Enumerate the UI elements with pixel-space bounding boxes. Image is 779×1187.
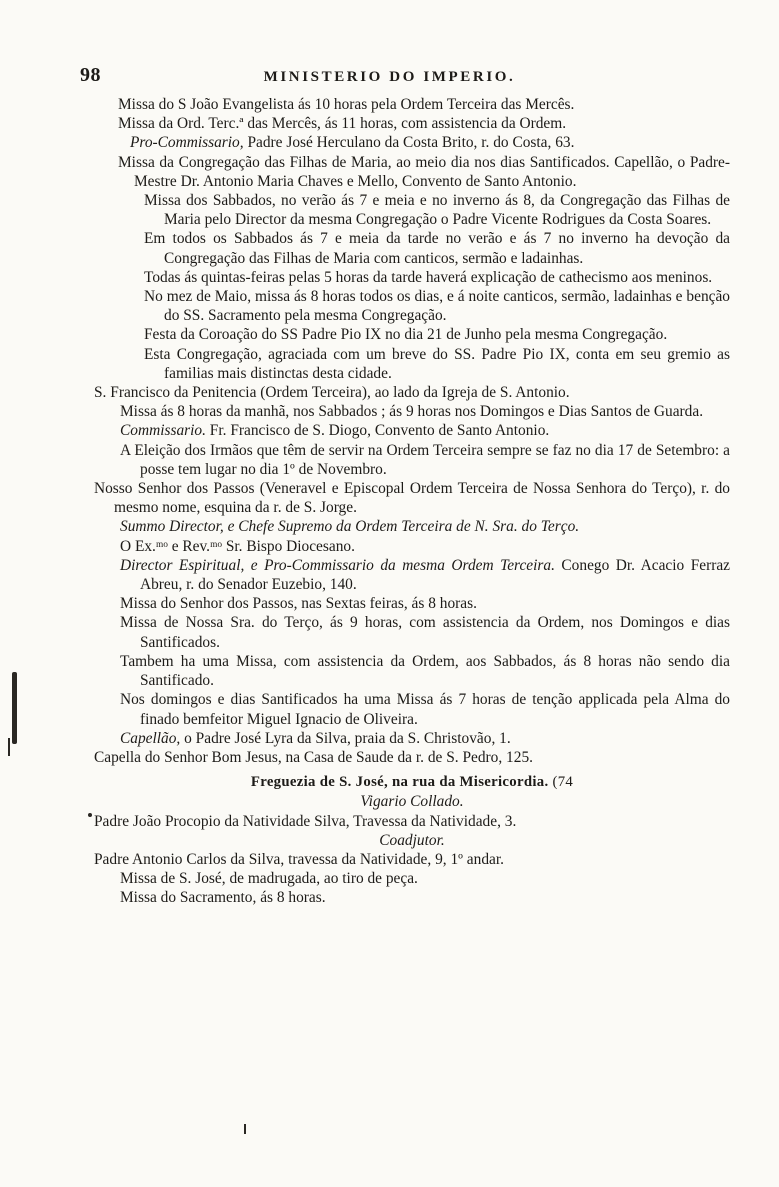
entry-festa-coroacao: Festa da Coroação do SS Padre Pio IX no dia 21 de Junho pela mesma Congregação. <box>144 326 668 344</box>
coadjutor-entry: Padre Antonio Carlos da Silva, travessa da Natividade, 9, 1º andar. <box>94 850 504 868</box>
section-heading: Freguezia de S. José, na rua da Misericordia. (74 <box>250 774 574 791</box>
entry-eleicao-irmaos: A Eleição dos Irmãos que têm de servir na Ordem Terceira sempre se faz no dia 17 de Setembro: a posse tem lugar no dia 1º de Novembro. <box>120 441 730 478</box>
entry-sao-francisco-penitencia: S. Francisco da Penitencia (Ordem Terceira), ao lado da Igreja de S. Antonio. <box>94 384 570 402</box>
entry-devocao-sabbados: Em todos os Sabbados ás 7 e meia da tarde no verão e ás 7 no inverno ha devoção da Congregação das Filhas de Maria com canticos, sermão e ladainhas. <box>144 230 730 267</box>
entry-senhor-dos-passos: Nosso Senhor dos Passos (Veneravel e Episcopal Ordem Terceira de Nossa Senhora do Terço), r. do mesmo nome, esquina da r. de S. Jorge. <box>94 480 730 517</box>
entry-missa-manha: Missa ás 8 horas da manhã, nos Sabbados ; ás 9 horas nos Domingos e Dias Santos de Guarda. <box>120 403 704 421</box>
section-heading-note: (74 <box>552 774 574 791</box>
entry-mez-maio: No mez de Maio, missa ás 8 horas todos os dias, e á noite canticos, sermão, ladainhas e benção do SS. Sacramento pela mesma Congregação. <box>144 288 730 325</box>
margin-ink-mark <box>12 672 17 744</box>
entry-pro-commissario: Pro-Commissario, Padre José Herculano da Costa Brito, r. do Costa, 63. <box>130 134 575 152</box>
vicar-title: Vigario Collado. <box>360 793 464 811</box>
ink-speck-bottom <box>244 1124 246 1134</box>
entry-director-espiritual: Director Espiritual, e Pro-Commissario da mesma Ordem Terceira. Conego Dr. Acacio Ferraz Abreu, r. do Senador Euzebio, 140. <box>120 556 730 594</box>
entry-missa-bemfeitor: Nos domingos e dias Santificados ha uma Missa ás 7 horas de tenção applicada pela Alma do finado bemfeitor Miguel Ignacio de Oliveira. <box>120 691 730 728</box>
vicar-entry: Padre João Procopio da Natividade Silva, Travessa da Natividade, 3. <box>94 812 517 830</box>
entry-summo-director: Summo Director, e Chefe Supremo da Ordem Terceira de N. Sra. do Terço. <box>120 518 580 536</box>
mass-sacramento: Missa do Sacramento, ás 8 horas. <box>120 889 326 907</box>
page-number: 98 <box>80 64 101 86</box>
entry-bispo-diocesano: O Ex.ᵐᵒ e Rev.ᵐᵒ Sr. Bispo Diocesano. <box>120 537 355 555</box>
entry-commissario: Commissario. Fr. Francisco de S. Diogo, Convento de Santo Antonio. <box>120 422 550 440</box>
running-title: MINISTERIO DO IMPERIO. <box>263 69 516 85</box>
running-head <box>0 66 779 90</box>
entry-missa-sao-joao: Missa do S João Evangelista ás 10 horas pela Ordem Terceira das Mercês. <box>118 96 575 113</box>
entry-missa-sabbados: Missa dos Sabbados, no verão ás 7 e meia e no inverno ás 8, da Congregação das Filhas de Maria pelo Director da mesma Congregação o Padre Vicente Rodrigues da Costa Soares. <box>144 192 730 229</box>
entry-congregacao-filhas-maria: Missa da Congregação das Filhas de Maria, ao meio dia nos dias Santificados. Capellão, o Padre-Mestre Dr. Antonio Maria Chaves e Mello, Convento de Santo Antonio. <box>118 153 730 190</box>
ink-speck <box>88 813 92 817</box>
entry-missa-ordem-terceira: Missa da Ord. Terc.ª das Mercês, ás 11 horas, com assistencia da Ordem. <box>118 115 567 133</box>
entry-capellao: Capellão, o Padre José Lyra da Silva, praia da S. Christovão, 1. <box>120 729 511 747</box>
entry-missa-senhor-passos: Missa do Senhor dos Passos, nas Sextas feiras, ás 8 horas. <box>120 595 477 613</box>
entry-breve-pio-ix: Esta Congregação, agraciada com um breve do SS. Padre Pio IX, conta em seu gremio as familias mais distinctas desta cidade. <box>144 345 730 382</box>
page-content <box>94 95 730 908</box>
entry-capella-bom-jesus: Capella do Senhor Bom Jesus, na Casa de Saude da r. de S. Pedro, 125. <box>94 748 533 766</box>
entry-missa-sabbados-ordem: Tambem ha uma Missa, com assistencia da Ordem, aos Sabbados, ás 8 horas não sendo dia Santificado. <box>120 652 730 690</box>
margin-tick-mark <box>8 738 10 756</box>
entry-missa-nossa-sra-terco: Missa de Nossa Sra. do Terço, ás 9 horas, com assistencia da Ordem, nos Domingos e dias Santificados. <box>120 614 730 651</box>
mass-sao-jose: Missa de S. José, de madrugada, ao tiro de peça. <box>120 870 418 888</box>
coadjutor-title: Coadjutor. <box>379 831 445 849</box>
entry-cathecismo: Todas ás quintas-feiras pelas 5 horas da tarde haverá explicação de cathecismo aos meninos. <box>144 268 713 286</box>
